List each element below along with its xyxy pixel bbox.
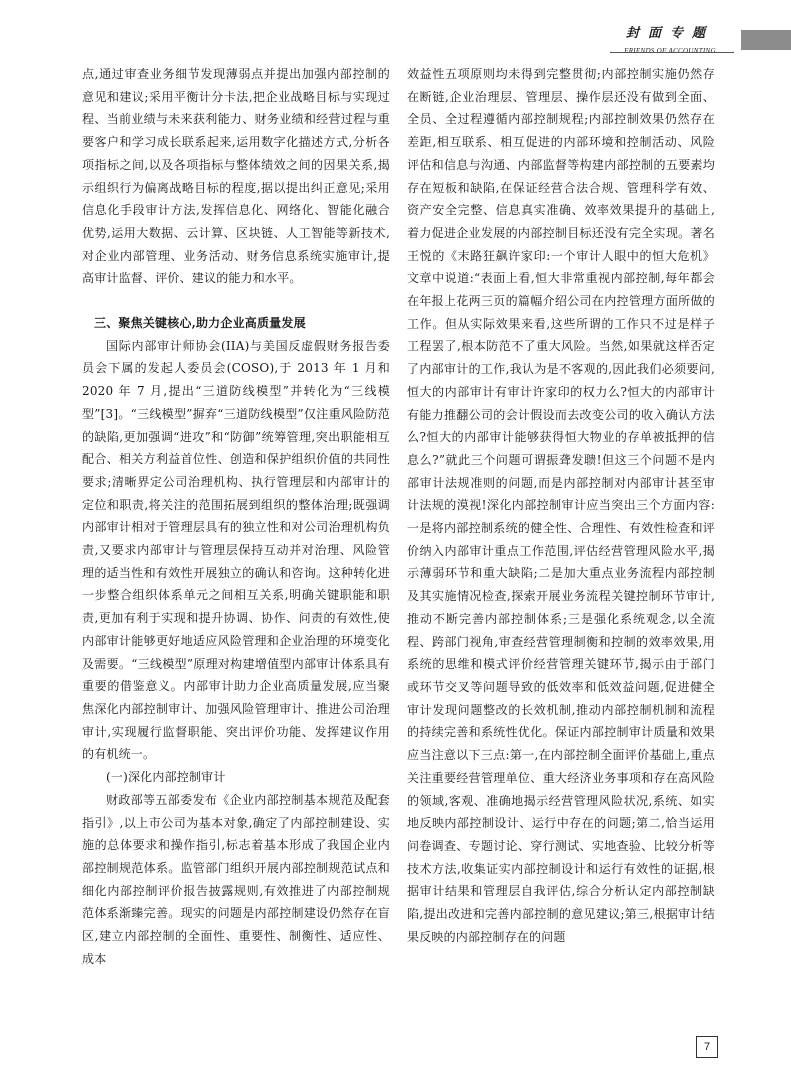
- right-column: [407, 63, 715, 948]
- page-number: 7: [696, 1036, 718, 1058]
- header-rule: [610, 52, 734, 53]
- section-subtitle: FRIENDS OF ACCOUNTING: [624, 47, 716, 55]
- left-paragraph-1: 点,通过审查业务细节发现薄弱点并提出加强内部控制的意见和建议;采用平衡计分卡法,把企业战略目标与实现过程、当前业绩与未来获利能力、财务业绩和经营过程与重要客户和学习成长联系起来,运用数字化描述方式,分析各项指标之间,以及各项指标与整体绩效之间的因果关系,揭示组织行为偏离战略目标的程度,据以提出纠正意见;采用信息化手段审计方法,发挥信息化、网络化、智能化融合优势,运用大数据、云计算、区块链、人工智能等新技术,对企业内部管理、业务活动、财务信息系统实施审计,提高审计监督、评价、建议的能力和水平。: [82, 67, 390, 286]
- left-column: [82, 63, 390, 970]
- page-edge-tab: [741, 30, 791, 50]
- right-paragraph-1: 效益性五项原则均未得到完整贯彻;内部控制实施仍然存在断链,企业治理层、管理层、操作层还没有做到全面、全员、全过程遵循内部控制规程;内部控制效果仍然存在差距,相互联系、相互促进的内部环境和控制活动、风险评估和信息与沟通、内部监督等构建内部控制的五要素均存在短板和缺陷,在保证经营合法合规、管理科学有效、资产安全完整、信息真实准确、效率效果提升的基础上,着力促进企业发展的内部控制目标还没有完全实现。著名王悦的《末路狂飙许家印:一个审计人眼中的恒大危机》文章中说道:“表面上看,恒大非常重视内部控制,每年都会在年报上花两三页的篇幅介绍公司在内控管理方面所做的工作。但从实际效果来看,这些所谓的工作只不过是样子工程罢了,根本防范不了重大风险。当然,如果就这样否定了内部审计的工作,我认为是不客观的,因此我们必须要问,恒大的内部审计有审计许家印的权力么?恒大的内部审计有能力推翻公司的会计假设而去改变公司的收入确认方法么?恒大的内部审计能够获得恒大物业的存单被抵押的信息么?”就此三个问题可谓振聋发聩!但这三个问题不是内部审计法规准则的问题,而是内部控制对内部审计甚至审计法规的漠视!深化内部控制审计应当突出三个方面内容:一是将内部控制系统的健全性、合理性、有效性检查和评价纳入内部审计重点工作范围,评估经营管理风险水平,揭示薄弱环节和重大缺陷;二是加大重点业务流程内部控制及其实施情况检查,探索开展业务流程关键控制环节审计,推动不断完善内部控制体系;三是强化系统观念,以全流程、跨部门视角,审查经营管理制衡和控制的效率效果,用系统的思维和模式评价经营管理关键环节,揭示由于部门或环节交叉等问题导致的低效率和低效益问题,促进健全审计发现问题整改的长效机制,推动内部控制机制和流程的持续完善和系统性优化。保证内部控制审计质量和效果应当注意以下三点:第一,在内部控制全面评价基础上,重点关注重要经营管理单位、重大经济业务事项和存在高风险的领域,客观、准确地揭示经营管理风险状况,系统、如实地反映内部控制设计、运行中存在的问题;第二,恰当运用问卷调查、专题讨论、穿行测试、实地查验、比较分析等技术方法,收集证实内部控制设计和运行有效性的证据,根据审计结果和管理层自我评估,综合分析认定内部控制缺陷,提出改进和完善内部控制的意见建议;第三,根据审计结果反映的内部控制存在的问题: [407, 67, 715, 944]
- section-title: 封面专题: [625, 26, 714, 41]
- section-heading: 三、聚焦关键核心,助力企业高质量发展: [94, 316, 306, 331]
- running-header: [600, 22, 740, 55]
- subsection-heading: (一)深化内部控制审计: [106, 770, 226, 785]
- left-paragraph-2: 国际内部审计师协会(IIA)与美国反虚假财务报告委员会下属的发起人委员会(COSO),于 2013 年 1 月和 2020 年 7 月,提出“三道防线模型”并转化为“三线模型”[3]。“三线模型”摒弃“三道防线模型”仅注重风险防范的缺陷,更加强调“进攻”和“防御”统筹管理,突出职能相互配合、相关方利益首位性、创造和保护组织价值的共同性要求;清晰界定公司治理机构、执行管理层和内部审计的定位和职责,将关注的范围拓展到组织的整体治理;既强调内部审计相对于管理层具有的独立性和对公司治理机构负责,又要求内部审计与管理层保持互动并对治理、风险管理的适当性和有效性开展独立的确认和咨询。这种转化进一步整合组织体系单元之间相互关系,明确关键职能和职责,更加有利于实现和提升协调、协作、问责的有效性,使内部审计能够更好地适应风险管理和企业治理的环境变化及需要。“三线模型”原理对构建增值型内部审计体系具有重要的借鉴意义。内部审计助力企业高质量发展,应当聚焦深化内部控制审计、加强风险管理审计、推进公司治理审计,实现履行监督职能、突出评价功能、发挥建议作用的有机统一。: [82, 338, 390, 762]
- left-paragraph-3: 财政部等五部委发布《企业内部控制基本规范及配套指引》,以上市公司为基本对象,确定了内部控制建设、实施的总体要求和操作指引,标志着基本形成了我国企业内部控制规范体系。监管部门组织开展内部控制规范试点和细化内部控制评价报告披露规则,有效推进了内部控制规范体系渐臻完善。现实的问题是内部控制建设仍然存在盲区,建立内部控制的全面性、重要性、制衡性、适应性、成本: [82, 792, 390, 966]
